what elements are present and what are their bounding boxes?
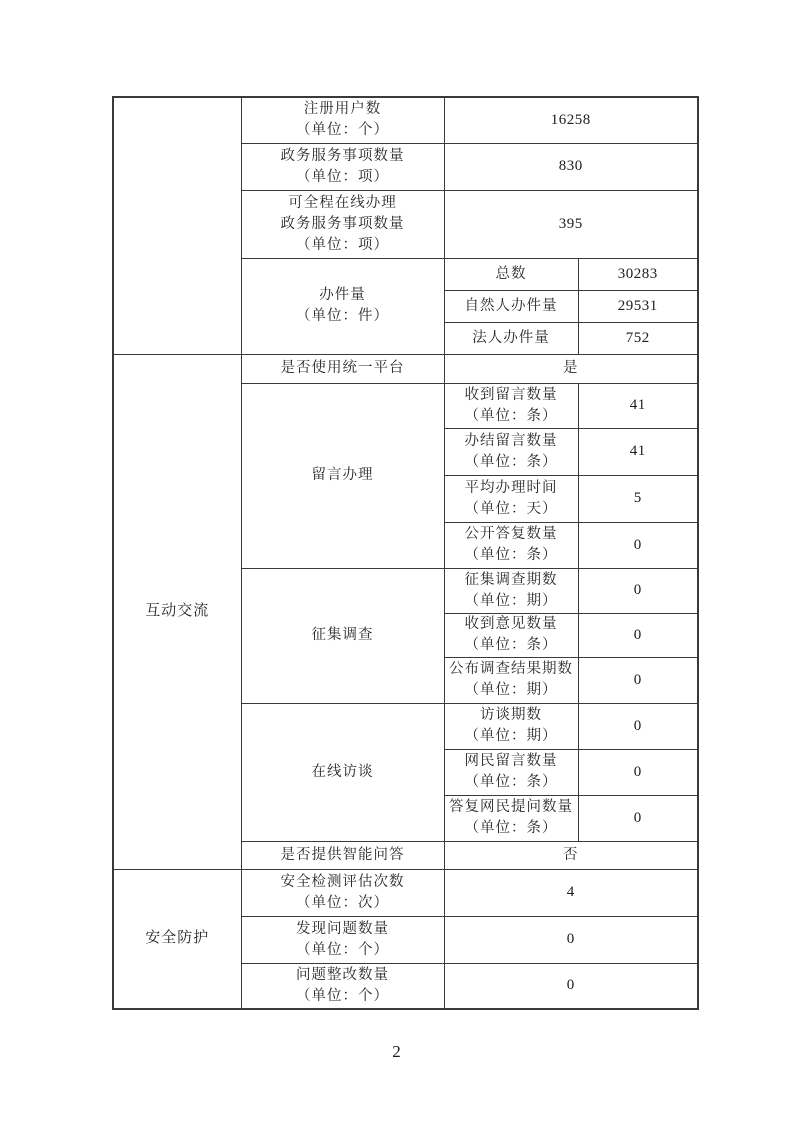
submetric-label: 平均办理时间 (464, 479, 558, 496)
metric-label: 问题整改数量 (296, 966, 389, 983)
interview-messages-value-cell (578, 749, 698, 795)
interview-replies-label-cell (444, 795, 578, 841)
cases-label-cell (241, 258, 444, 354)
metric-unit: （单位：个） (296, 987, 389, 1004)
problems-rectified-value-cell (444, 963, 698, 1009)
metric-value: 4 (566, 884, 575, 900)
interview-group-cell (241, 703, 444, 841)
interview-replies-value-cell (578, 795, 698, 841)
submetric-label: 网民留言数量 (464, 753, 558, 769)
metric-value: 是 (563, 360, 579, 376)
submetric-unit: （单位：条） (464, 453, 558, 470)
metric-label: 是否提供智能问答 (280, 846, 405, 863)
survey-group-cell (241, 568, 444, 703)
submetric-value: 41 (629, 397, 646, 413)
metric-value: 830 (558, 158, 583, 174)
public-replies-label-cell (444, 522, 578, 568)
metric-value: 0 (566, 977, 575, 994)
survey-results-label-cell (444, 657, 578, 703)
problems-rectified-label-cell (241, 963, 444, 1009)
online-items-label-cell (241, 190, 444, 258)
interview-messages-label-cell (444, 749, 578, 795)
submetric-value: 752 (625, 329, 650, 346)
metric-label: 发现问题数量 (296, 920, 389, 937)
submetric-value: 0 (633, 626, 642, 643)
registered-users-label-cell (241, 97, 444, 143)
metric-label-line1: 可全程在线办理 (288, 194, 397, 211)
submetric-label: 收到留言数量 (464, 386, 558, 403)
unified-platform-value-cell (444, 354, 698, 383)
avg-handling-time-value-cell (578, 475, 698, 522)
metric-label-line2: 政务服务事项数量 (280, 215, 405, 232)
metric-value: 16258 (550, 111, 591, 128)
service-items-label-cell (241, 143, 444, 190)
cases-legal-label-cell (444, 322, 578, 354)
problems-found-value-cell (444, 916, 698, 963)
metric-unit: （单位：个） (296, 941, 389, 958)
row-unified-platform (113, 354, 698, 383)
submetric-label: 总数 (495, 265, 527, 282)
submetric-value: 0 (633, 536, 642, 553)
metric-unit: （单位：项） (296, 168, 389, 185)
submetric-label: 公开答复数量 (464, 526, 558, 542)
interview-periods-value-cell (578, 703, 698, 749)
submetric-value: 29531 (617, 297, 658, 314)
cases-total-value-cell (578, 258, 698, 290)
messages-received-label-cell (444, 383, 578, 428)
cases-natural-label-cell (444, 290, 578, 322)
submetric-value: 30283 (617, 265, 658, 282)
registered-users-value-cell (444, 97, 698, 143)
section2-category-cell (113, 354, 241, 869)
submetric-unit: （单位：条） (464, 637, 558, 653)
submetric-label: 公布调查结果期数 (449, 661, 573, 677)
cases-natural-value-cell (578, 290, 698, 322)
submetric-unit: （单位：期） (464, 728, 558, 744)
problems-found-label-cell (241, 916, 444, 963)
cases-legal-value-cell (578, 322, 698, 354)
submetric-value: 0 (633, 809, 642, 826)
message-handling-group-cell (241, 383, 444, 568)
interview-periods-label-cell (444, 703, 578, 749)
submetric-unit: （单位：条） (464, 820, 558, 836)
messages-received-value-cell (578, 383, 698, 428)
metric-label: 安全检测评估次数 (280, 873, 405, 890)
submetric-label: 办结留言数量 (464, 432, 558, 449)
cases-total-label-cell (444, 258, 578, 290)
submetric-unit: （单位：期） (464, 592, 558, 609)
metric-unit: （单位：件） (296, 308, 389, 324)
survey-periods-label-cell (444, 568, 578, 613)
metric-value: 0 (566, 931, 575, 947)
submetric-unit: （单位：条） (464, 774, 558, 790)
page-number: 2 (392, 1042, 401, 1061)
submetric-value: 0 (633, 582, 642, 598)
row-security-assessments (113, 869, 698, 916)
section3-category-cell (113, 869, 241, 1009)
metric-label: 政务服务事项数量 (280, 147, 405, 164)
section1-category-cell (113, 97, 241, 354)
smart-qa-label-cell (241, 841, 444, 869)
metric-unit: （单位：次） (296, 894, 389, 911)
section2-category-label: 互动交流 (145, 603, 210, 619)
metric-unit: （单位：个） (296, 122, 389, 139)
group-label: 征集调查 (311, 627, 374, 643)
submetric-unit: （单位：天） (464, 500, 558, 517)
submetric-value: 5 (633, 490, 642, 506)
survey-periods-value-cell (578, 568, 698, 613)
submetric-unit: （单位：期） (464, 682, 558, 698)
survey-results-value-cell (578, 657, 698, 703)
section3-category-label: 安全防护 (145, 930, 210, 947)
security-assessments-label-cell (241, 869, 444, 916)
metric-label: 办件量 (319, 287, 366, 303)
submetric-label: 法人办件量 (472, 329, 550, 346)
unified-platform-label-cell (241, 354, 444, 383)
metric-value: 否 (563, 846, 579, 863)
group-label: 在线访谈 (311, 763, 374, 780)
submetric-label: 访谈期数 (480, 707, 542, 723)
smart-qa-value-cell (444, 841, 698, 869)
submetric-unit: （单位：条） (464, 407, 558, 424)
submetric-label: 答复网民提问数量 (449, 799, 573, 815)
metric-unit: （单位：项） (296, 236, 389, 253)
government-service-report-table (112, 96, 699, 1010)
avg-handling-time-label-cell (444, 475, 578, 522)
security-assessments-value-cell (444, 869, 698, 916)
metric-label: 是否使用统一平台 (280, 360, 405, 376)
submetric-value: 0 (633, 717, 642, 734)
submetric-unit: （单位：条） (464, 547, 558, 563)
submetric-value: 0 (633, 763, 642, 780)
survey-opinions-value-cell (578, 613, 698, 657)
submetric-value: 41 (629, 443, 646, 459)
submetric-value: 0 (633, 671, 642, 688)
row-registered-users (113, 97, 698, 143)
submetric-label: 自然人办件量 (464, 297, 558, 314)
service-items-value-cell (444, 143, 698, 190)
submetric-label: 收到意见数量 (464, 616, 558, 632)
metric-value: 395 (558, 215, 583, 232)
metric-label: 注册用户数 (303, 101, 382, 118)
survey-opinions-label-cell (444, 613, 578, 657)
public-replies-value-cell (578, 522, 698, 568)
group-label: 留言办理 (311, 467, 374, 483)
messages-completed-value-cell (578, 428, 698, 475)
online-items-value-cell (444, 190, 698, 258)
messages-completed-label-cell (444, 428, 578, 475)
submetric-label: 征集调查期数 (464, 571, 558, 588)
